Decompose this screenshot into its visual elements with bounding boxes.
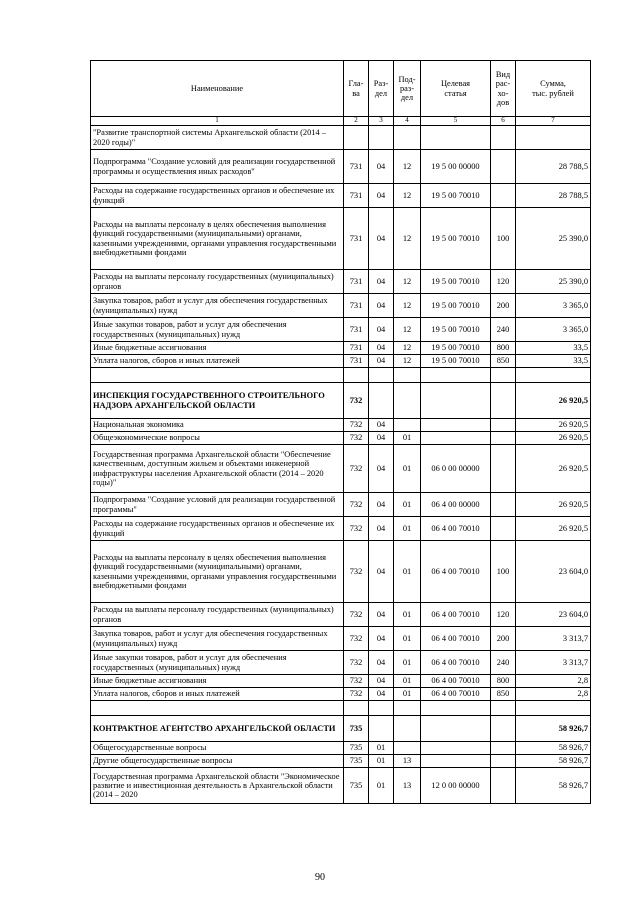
row-razdel: 01 — [369, 755, 394, 768]
row-glava: 732 — [344, 688, 369, 701]
row-sum: 23 604,0 — [516, 541, 591, 603]
row-razdel: 04 — [369, 208, 394, 270]
spacer-row — [91, 368, 591, 383]
row-podrazdel: 01 — [394, 541, 421, 603]
table-row — [91, 755, 591, 768]
row-target: 19 5 00 70010 — [421, 318, 491, 342]
row-target: 06 4 00 70010 — [421, 541, 491, 603]
row-name: Уплата налогов, сборов и иных платежей — [91, 688, 344, 701]
row-glava — [344, 368, 369, 383]
row-podrazdel: 01 — [394, 651, 421, 675]
row-target: 19 5 00 70010 — [421, 208, 491, 270]
row-name: Иные бюджетные ассигнования — [91, 675, 344, 688]
table-row — [91, 342, 591, 355]
row-razdel: 04 — [369, 541, 394, 603]
row-razdel: 04 — [369, 419, 394, 432]
row-glava: 732 — [344, 383, 369, 419]
header-sum: Сумма, тыс. рублей — [516, 61, 591, 117]
row-glava: 735 — [344, 716, 369, 742]
row-name: "Развитие транспортной системы Архангельской области (2014 – 2020 годы)" — [91, 126, 344, 150]
row-sum: 26 920,5 — [516, 517, 591, 541]
row-razdel: 04 — [369, 270, 394, 294]
row-podrazdel: 12 — [394, 355, 421, 368]
table-row — [91, 541, 591, 603]
row-podrazdel: 13 — [394, 755, 421, 768]
row-target — [421, 368, 491, 383]
table-row — [91, 432, 591, 445]
table-row — [91, 716, 591, 742]
row-sum: 26 920,5 — [516, 383, 591, 419]
row-name: Расходы на выплаты персоналу в целях обеспечения выполнения функций государственными (муниципальными) органами, казенными учреждениями, органами управления государственными внебюджетными фондами — [91, 208, 344, 270]
header-razdel: Раз- дел — [369, 61, 394, 117]
row-razdel: 04 — [369, 150, 394, 184]
row-target — [421, 383, 491, 419]
row-razdel — [369, 383, 394, 419]
row-target: 12 0 00 00000 — [421, 768, 491, 804]
column-number: 1 — [91, 117, 344, 126]
row-sum: 23 604,0 — [516, 603, 591, 627]
row-target: 06 4 00 00000 — [421, 493, 491, 517]
row-target — [421, 701, 491, 716]
row-vid: 850 — [491, 688, 516, 701]
spacer-row — [91, 701, 591, 716]
row-vid — [491, 383, 516, 419]
row-razdel: 04 — [369, 493, 394, 517]
table-row — [91, 150, 591, 184]
table-header-row — [91, 61, 591, 117]
row-razdel: 01 — [369, 742, 394, 755]
row-target — [421, 742, 491, 755]
row-podrazdel — [394, 716, 421, 742]
row-sum: 2,8 — [516, 688, 591, 701]
row-sum: 3 365,0 — [516, 294, 591, 318]
row-podrazdel: 01 — [394, 675, 421, 688]
row-target: 19 5 00 70010 — [421, 294, 491, 318]
row-podrazdel: 12 — [394, 208, 421, 270]
row-razdel — [369, 368, 394, 383]
row-glava: 731 — [344, 208, 369, 270]
row-name — [91, 368, 344, 383]
column-number: 4 — [394, 117, 421, 126]
row-vid: 200 — [491, 627, 516, 651]
row-razdel: 04 — [369, 294, 394, 318]
row-glava: 732 — [344, 675, 369, 688]
table-row — [91, 688, 591, 701]
row-sum: 3 313,7 — [516, 627, 591, 651]
header-glava: Гла- ва — [344, 61, 369, 117]
row-glava: 732 — [344, 603, 369, 627]
row-name: Другие общегосударственные вопросы — [91, 755, 344, 768]
row-sum: 26 920,5 — [516, 432, 591, 445]
row-vid: 240 — [491, 651, 516, 675]
row-target: 19 5 00 70010 — [421, 342, 491, 355]
row-sum: 26 920,5 — [516, 419, 591, 432]
row-vid — [491, 184, 516, 208]
row-glava: 732 — [344, 432, 369, 445]
row-name: Уплата налогов, сборов и иных платежей — [91, 355, 344, 368]
row-target — [421, 419, 491, 432]
row-vid: 120 — [491, 270, 516, 294]
row-target: 06 4 00 70010 — [421, 603, 491, 627]
row-glava: 731 — [344, 150, 369, 184]
row-glava: 732 — [344, 517, 369, 541]
row-razdel: 04 — [369, 517, 394, 541]
row-sum — [516, 368, 591, 383]
header-podrazdel: Под- раз- дел — [394, 61, 421, 117]
row-glava: 735 — [344, 755, 369, 768]
row-name: Государственная программа Архангельской области "Экономическое развитие и инвестиционная деятельность в Архангельской области (2014 – 2020 — [91, 768, 344, 804]
row-razdel — [369, 716, 394, 742]
row-razdel: 04 — [369, 445, 394, 493]
row-razdel: 04 — [369, 688, 394, 701]
row-vid: 100 — [491, 541, 516, 603]
row-vid: 240 — [491, 318, 516, 342]
row-name: Закупка товаров, работ и услуг для обеспечения государственных (муниципальных) нужд — [91, 294, 344, 318]
row-sum: 25 390,0 — [516, 270, 591, 294]
row-target: 06 0 00 00000 — [421, 445, 491, 493]
row-name: КОНТРАКТНОЕ АГЕНТСТВО АРХАНГЕЛЬСКОЙ ОБЛАСТИ — [91, 716, 344, 742]
row-name: Подпрограмма "Создание условий для реализации государственной программы" — [91, 493, 344, 517]
row-target: 19 5 00 00000 — [421, 150, 491, 184]
row-glava: 732 — [344, 445, 369, 493]
row-podrazdel: 01 — [394, 517, 421, 541]
row-sum: 33,5 — [516, 355, 591, 368]
row-podrazdel — [394, 419, 421, 432]
row-target: 06 4 00 70010 — [421, 675, 491, 688]
row-sum: 25 390,0 — [516, 208, 591, 270]
table-row — [91, 383, 591, 419]
row-sum: 3 313,7 — [516, 651, 591, 675]
row-glava: 731 — [344, 294, 369, 318]
table-row — [91, 675, 591, 688]
row-razdel: 04 — [369, 603, 394, 627]
row-vid — [491, 517, 516, 541]
table-row — [91, 603, 591, 627]
row-sum: 26 920,5 — [516, 445, 591, 493]
row-sum: 2,8 — [516, 675, 591, 688]
row-name: Общегосударственные вопросы — [91, 742, 344, 755]
row-glava: 735 — [344, 768, 369, 804]
row-podrazdel: 12 — [394, 318, 421, 342]
row-glava: 732 — [344, 541, 369, 603]
table-row — [91, 493, 591, 517]
table-row — [91, 742, 591, 755]
row-name: Подпрограмма "Создание условий для реализации государственной программы и осуществления иных расходов" — [91, 150, 344, 184]
row-podrazdel: 01 — [394, 627, 421, 651]
row-sum — [516, 701, 591, 716]
row-podrazdel — [394, 742, 421, 755]
row-name: Иные бюджетные ассигнования — [91, 342, 344, 355]
page-number: 90 — [315, 872, 325, 883]
row-razdel: 04 — [369, 318, 394, 342]
row-target: 19 5 00 70010 — [421, 184, 491, 208]
row-target — [421, 716, 491, 742]
table-row — [91, 419, 591, 432]
row-vid: 800 — [491, 342, 516, 355]
table-row — [91, 270, 591, 294]
row-vid — [491, 150, 516, 184]
row-vid — [491, 432, 516, 445]
row-glava: 732 — [344, 627, 369, 651]
row-sum: 33,5 — [516, 342, 591, 355]
row-razdel: 04 — [369, 342, 394, 355]
row-glava — [344, 126, 369, 150]
table-row — [91, 318, 591, 342]
row-vid: 100 — [491, 208, 516, 270]
row-name — [91, 701, 344, 716]
table-body — [91, 126, 591, 804]
row-sum: 28 788,5 — [516, 184, 591, 208]
row-razdel: 04 — [369, 675, 394, 688]
row-name: Закупка товаров, работ и услуг для обеспечения государственных (муниципальных) нужд — [91, 627, 344, 651]
row-name: Национальная экономика — [91, 419, 344, 432]
row-razdel — [369, 701, 394, 716]
row-razdel: 04 — [369, 355, 394, 368]
row-target: 19 5 00 70010 — [421, 270, 491, 294]
row-podrazdel: 01 — [394, 603, 421, 627]
row-vid — [491, 716, 516, 742]
row-razdel: 01 — [369, 768, 394, 804]
table-row — [91, 294, 591, 318]
row-podrazdel: 12 — [394, 294, 421, 318]
table-row — [91, 627, 591, 651]
row-vid — [491, 368, 516, 383]
row-podrazdel: 12 — [394, 150, 421, 184]
row-podrazdel: 12 — [394, 184, 421, 208]
column-number: 5 — [421, 117, 491, 126]
row-sum: 58 926,7 — [516, 742, 591, 755]
row-name: Расходы на выплаты персоналу в целях обеспечения выполнения функций государственными (муниципальными) органами, казенными учреждениями, органами управления государственными внебюджетными фондами — [91, 541, 344, 603]
row-name: Расходы на содержание государственных органов и обеспечение их функций — [91, 517, 344, 541]
row-razdel — [369, 126, 394, 150]
row-razdel: 04 — [369, 651, 394, 675]
column-number: 2 — [344, 117, 369, 126]
row-razdel: 04 — [369, 184, 394, 208]
row-target: 06 4 00 70010 — [421, 688, 491, 701]
table-row — [91, 355, 591, 368]
row-glava: 731 — [344, 355, 369, 368]
header-name: Наименование — [91, 61, 344, 117]
row-glava: 735 — [344, 742, 369, 755]
table-row — [91, 184, 591, 208]
row-vid: 800 — [491, 675, 516, 688]
row-sum: 58 926,7 — [516, 716, 591, 742]
row-podrazdel — [394, 701, 421, 716]
row-vid — [491, 768, 516, 804]
row-vid: 200 — [491, 294, 516, 318]
row-sum: 58 926,7 — [516, 755, 591, 768]
table-row — [91, 445, 591, 493]
column-number-row — [91, 117, 591, 126]
row-target: 19 5 00 70010 — [421, 355, 491, 368]
row-target: 06 4 00 70010 — [421, 517, 491, 541]
row-podrazdel: 12 — [394, 270, 421, 294]
table-row — [91, 126, 591, 150]
row-target — [421, 432, 491, 445]
table-row — [91, 517, 591, 541]
row-vid — [491, 701, 516, 716]
budget-table — [90, 60, 591, 804]
row-glava: 731 — [344, 184, 369, 208]
row-podrazdel: 13 — [394, 768, 421, 804]
column-number: 3 — [369, 117, 394, 126]
row-vid — [491, 742, 516, 755]
row-name: Иные закупки товаров, работ и услуг для обеспечения государственных (муниципальных) нужд — [91, 651, 344, 675]
row-vid — [491, 126, 516, 150]
row-vid — [491, 493, 516, 517]
row-razdel: 04 — [369, 432, 394, 445]
row-target — [421, 755, 491, 768]
row-glava — [344, 701, 369, 716]
row-podrazdel: 01 — [394, 432, 421, 445]
row-vid — [491, 419, 516, 432]
row-name: ИНСПЕКЦИЯ ГОСУДАРСТВЕННОГО СТРОИТЕЛЬНОГО НАДЗОРА АРХАНГЕЛЬСКОЙ ОБЛАСТИ — [91, 383, 344, 419]
row-podrazdel: 01 — [394, 688, 421, 701]
row-podrazdel: 01 — [394, 445, 421, 493]
row-razdel: 04 — [369, 627, 394, 651]
row-podrazdel: 01 — [394, 493, 421, 517]
table-row — [91, 208, 591, 270]
table-row — [91, 768, 591, 804]
column-number: 7 — [516, 117, 591, 126]
row-target — [421, 126, 491, 150]
row-target: 06 4 00 70010 — [421, 627, 491, 651]
row-vid: 850 — [491, 355, 516, 368]
row-name: Расходы на выплаты персоналу государственных (муниципальных) органов — [91, 270, 344, 294]
row-name: Расходы на выплаты персоналу государственных (муниципальных) органов — [91, 603, 344, 627]
row-vid — [491, 445, 516, 493]
header-target: Целевая статья — [421, 61, 491, 117]
row-sum — [516, 126, 591, 150]
row-glava: 732 — [344, 651, 369, 675]
row-glava: 731 — [344, 318, 369, 342]
row-sum: 58 926,7 — [516, 768, 591, 804]
row-vid: 120 — [491, 603, 516, 627]
table-row — [91, 651, 591, 675]
row-glava: 732 — [344, 419, 369, 432]
row-sum: 28 788,5 — [516, 150, 591, 184]
header-vid: Вид рас- хо- дов — [491, 61, 516, 117]
row-vid — [491, 755, 516, 768]
row-podrazdel: 12 — [394, 342, 421, 355]
row-target: 06 4 00 70010 — [421, 651, 491, 675]
row-sum: 26 920,5 — [516, 493, 591, 517]
row-glava: 731 — [344, 342, 369, 355]
row-glava: 731 — [344, 270, 369, 294]
row-name: Расходы на содержание государственных органов и обеспечение их функций — [91, 184, 344, 208]
row-name: Общеэкономические вопросы — [91, 432, 344, 445]
row-podrazdel — [394, 383, 421, 419]
row-sum: 3 365,0 — [516, 318, 591, 342]
row-podrazdel — [394, 368, 421, 383]
row-glava: 732 — [344, 493, 369, 517]
row-name: Иные закупки товаров, работ и услуг для обеспечения государственных (муниципальных) нужд — [91, 318, 344, 342]
column-number: 6 — [491, 117, 516, 126]
row-podrazdel — [394, 126, 421, 150]
row-name: Государственная программа Архангельской области "Обеспечение качественным, доступным жильем и объектами инженерной инфраструктуры населения Архангельской области (2014 – 2020 годы)" — [91, 445, 344, 493]
